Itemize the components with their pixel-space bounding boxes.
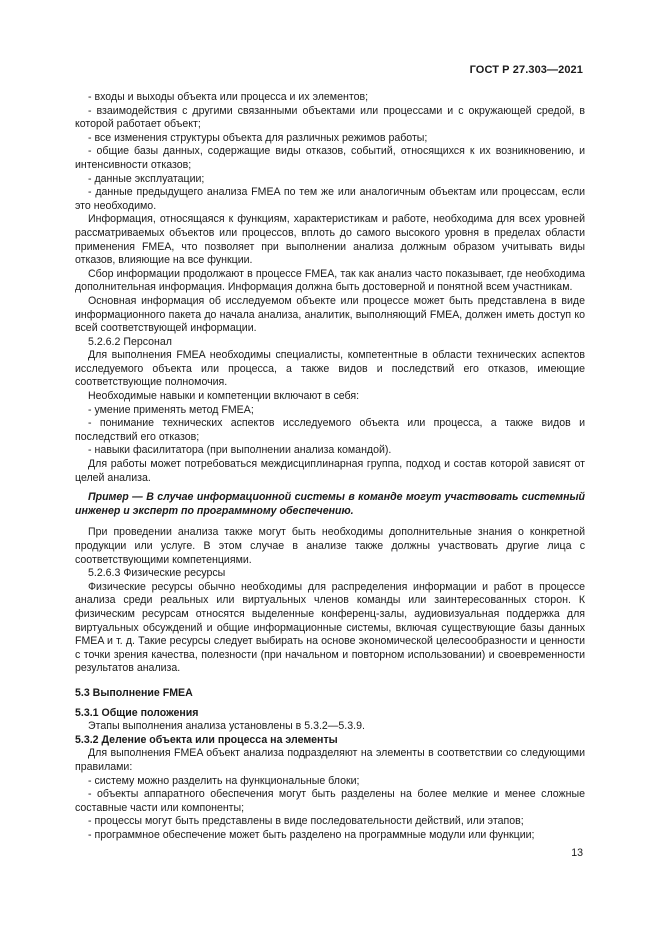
list-item: - взаимодействия с другими связанными объектами или процессами и с окружающей средой, в которой работает объект;	[75, 104, 585, 131]
example-note: Пример — В случае информационной системы в команде могут участвовать системный инженер и эксперт по программному обеспечению.	[75, 491, 585, 517]
list-item: - данные эксплуатации;	[88, 172, 205, 185]
list-item: - объекты аппаратного обеспечения могут быть разделены на более мелкие и менее сложные составные части или компоненты;	[75, 788, 585, 814]
paragraph: Этапы выполнения анализа установлены в 5.3.2—5.3.9.	[88, 720, 365, 733]
list-item: - все изменения структуры объекта для различных режимов работы;	[88, 131, 428, 144]
standard-header: ГОСТ Р 27.303—2021	[469, 64, 583, 76]
list-item: - понимание технических аспектов исследуемого объекта или процесса, а также видов и последствий его отказов;	[75, 417, 585, 443]
paragraph: Для работы может потребоваться междисциплинарная группа, подход и состав которой зависят от целей анализа.	[75, 458, 585, 484]
paragraph: Сбор информации продолжают в процессе FMEA, так как анализ часто показывает, где необходима дополнительная информация. Информация должна быть достоверной и понятной всем участникам.	[75, 267, 585, 294]
section-heading: 5.3 Выполнение FMEA	[75, 686, 193, 699]
paragraph: Информация, относящаяся к функциям, характеристикам и работе, необходима для всех уровней рассматриваемых объектов или процессов, вплоть до самого высокого уровня в пределах области применения FMEA, что позволяет при выполнении анализа должным образом учитывать виды отказов, влияющие на все функции.	[75, 213, 585, 267]
subsection-heading: 5.3.1 Общие положения	[75, 706, 199, 719]
subsection-heading: 5.2.6.3 Физические ресурсы	[88, 567, 226, 580]
list-item: - систему можно разделить на функциональные блоки;	[88, 774, 360, 787]
paragraph: Необходимые навыки и компетенции включают в себя:	[88, 390, 360, 403]
paragraph: Основная информация об исследуемом объекте или процессе может быть представлена в виде информационного пакета до начала анализа, аналитик, выполняющий FMEA, должен иметь доступ ко всей соответствующей информации.	[75, 294, 585, 335]
document-body	[75, 91, 585, 842]
list-item: - данные предыдущего анализа FMEA по тем же или аналогичным объектам или процессам, если это необходимо.	[75, 186, 585, 212]
subsection-heading: 5.3.2 Деление объекта или процесса на элементы	[75, 733, 338, 746]
page-number: 13	[571, 847, 583, 859]
paragraph: Физические ресурсы обычно необходимы для распределения информации и работ в процессе анализа среди реальных или виртуальных членов команды или заинтересованных сторон. К физическим ресурсам относятся выделенные конференц-залы, аудиовизуальная поддержка для виртуальных обсуждений и общие информационные системы, включая существующие базы данных FMEA и т. д. Такие ресурсы следует выбирать на основе экономической целесообразности и ценности с точки зрения качества, полезности (при начальном и повторном использовании) и своевременности результатов анализа.	[75, 580, 585, 675]
list-item: - программное обеспечение может быть разделено на программные модули или функции;	[88, 828, 535, 841]
list-item: - процессы могут быть представлены в виде последовательности действий, или этапов;	[88, 815, 524, 828]
paragraph: При проведении анализа также могут быть необходимы дополнительные знания о конкретной продукции или услуге. В этом случае в анализе также должны участвовать другие лица с соответствующими компетенциями.	[75, 526, 585, 566]
subsection-heading: 5.2.6.2 Персонал	[88, 335, 172, 348]
paragraph: Для выполнения FMEA необходимы специалисты, компетентные в области технических аспектов исследуемого объекта или процесса, а также видов и последствий его отказов, имеющие соответствующие полномочия.	[75, 349, 585, 389]
list-item: - навыки фасилитатора (при выполнении анализа командой).	[88, 444, 392, 457]
list-item: - входы и выходы объекта или процесса и их элементов;	[88, 91, 369, 103]
list-item: - умение применять метод FMEA;	[88, 403, 254, 416]
list-item: - общие базы данных, содержащие виды отказов, событий, относящихся к их возникновению, и интенсивности отказов;	[75, 145, 585, 171]
paragraph: Для выполнения FMEA объект анализа подразделяют на элементы в соответствии со следующими правилами:	[75, 747, 585, 773]
